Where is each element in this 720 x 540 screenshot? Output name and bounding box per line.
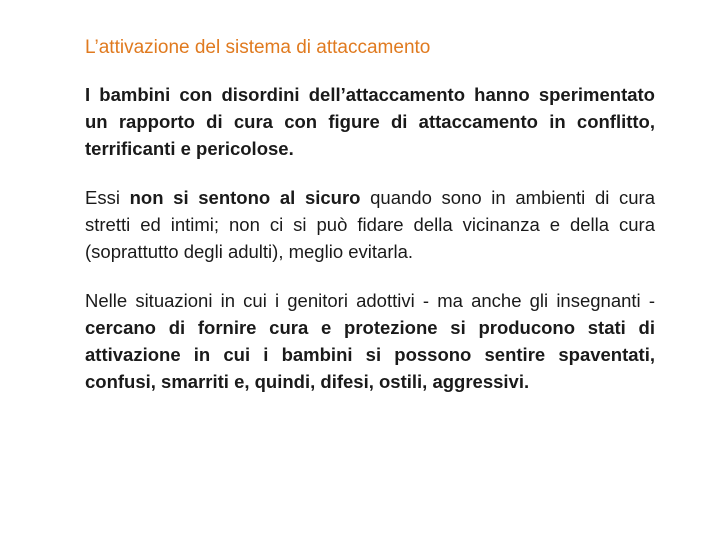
paragraph-not-safe-intro: Essi xyxy=(85,186,130,208)
paragraph-not-safe-rest: quando sono in ambienti di cura stretti ed intimi; non ci si può fidare della vicinanza e della cura (soprattutto degli adulti), meglio evitarla. xyxy=(85,186,655,262)
paragraph-attachment-disorders: I bambini con disordini dell’attaccamento hanno sperimentato un rapporto di cura con figure di attaccamento in conflitto, terrificanti e pericolose. xyxy=(85,83,655,159)
slide-content xyxy=(85,36,655,417)
paragraph-adoptive-parents xyxy=(85,287,655,395)
slide-title: L’attivazione del sistema di attaccamento xyxy=(85,37,431,58)
paragraph-adoptive-parents-emphasis: cercano di fornire cura e protezione si producono stati di attivazione in cui i bambini si possono sentire spaventati, confusi, smarriti e, quindi, difesi, ostili, aggressivi. xyxy=(85,316,655,392)
paragraph-adoptive-parents-intro: Nelle situazioni in cui i genitori adottivi - ma anche gli insegnanti - xyxy=(85,289,655,311)
paragraph-not-safe xyxy=(85,184,655,265)
paragraph-not-safe-emphasis: non si sentono al sicuro xyxy=(129,186,361,208)
